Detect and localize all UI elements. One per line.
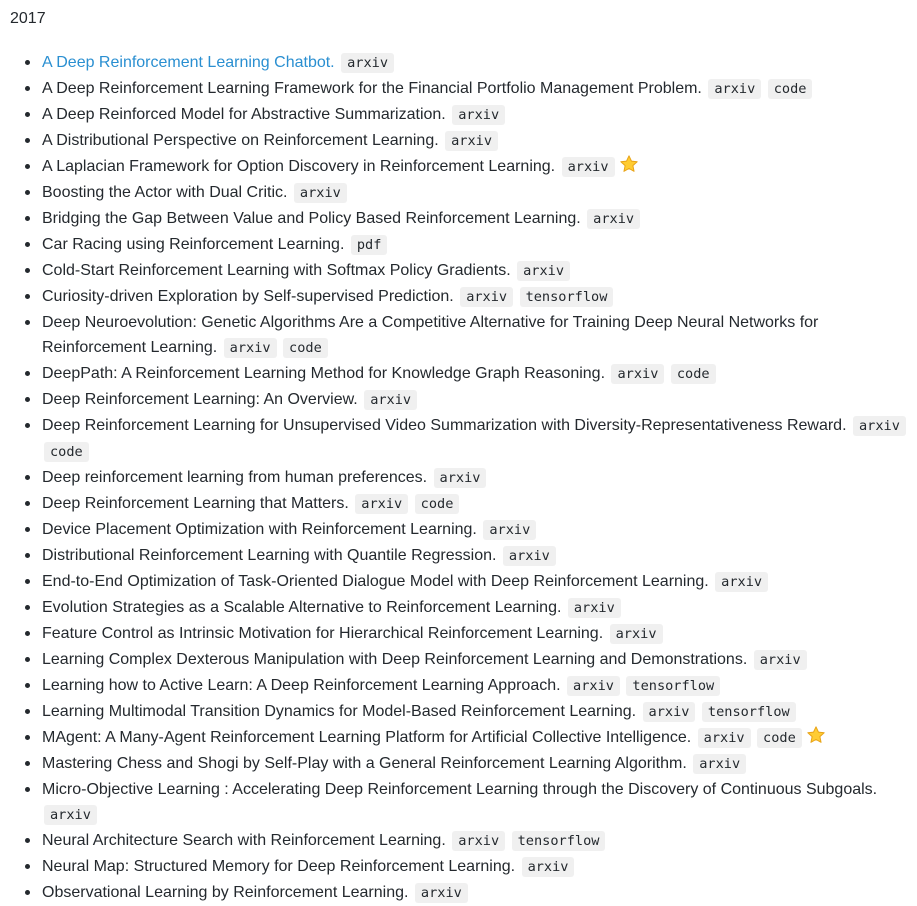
paper-tag-tensorflow-link[interactable]: tensorflow bbox=[702, 702, 796, 722]
paper-tag-tensorflow-link[interactable]: tensorflow bbox=[626, 676, 720, 696]
paper-title: A Deep Reinforcement Learning Framework for the Financial Portfolio Management Problem. bbox=[42, 80, 702, 97]
paper-title: Feature Control as Intrinsic Motivation for Hierarchical Reinforcement Learning. bbox=[42, 625, 604, 642]
paper-list-item bbox=[42, 828, 917, 854]
paper-title: Learning Multimodal Transition Dynamics for Model-Based Reinforcement Learning. bbox=[42, 703, 637, 720]
paper-title: A Laplacian Framework for Option Discovery in Reinforcement Learning. bbox=[42, 158, 556, 175]
paper-tag-code-link[interactable]: code bbox=[415, 494, 460, 514]
paper-tag-code-link[interactable]: code bbox=[768, 79, 813, 99]
year-heading: 2017 bbox=[10, 10, 46, 27]
paper-title: Deep Reinforcement Learning: An Overview. bbox=[42, 391, 358, 408]
paper-list-item bbox=[42, 647, 917, 673]
paper-list-item bbox=[42, 543, 917, 569]
paper-tag-arxiv-link[interactable]: arxiv bbox=[452, 105, 505, 125]
paper-title: Learning Complex Dexterous Manipulation with Deep Reinforcement Learning and Demonstrations. bbox=[42, 651, 748, 668]
paper-tag-arxiv-link[interactable]: arxiv bbox=[610, 624, 663, 644]
paper-list-item bbox=[42, 284, 917, 310]
paper-tag-arxiv-link[interactable]: arxiv bbox=[517, 261, 570, 281]
paper-tag-arxiv-link[interactable]: arxiv bbox=[562, 157, 615, 177]
paper-list-item bbox=[42, 854, 917, 880]
paper-tag-tensorflow-link[interactable]: tensorflow bbox=[520, 287, 614, 307]
paper-list-item bbox=[42, 154, 917, 180]
paper-list-item bbox=[42, 180, 917, 206]
paper-title: End-to-End Optimization of Task-Oriented Dialogue Model with Deep Reinforcement Learning. bbox=[42, 573, 709, 590]
paper-list-item bbox=[42, 413, 917, 465]
paper-tag-arxiv-link[interactable]: arxiv bbox=[715, 572, 768, 592]
paper-title: Mastering Chess and Shogi by Self-Play with a General Reinforcement Learning Algorithm. bbox=[42, 755, 687, 772]
paper-list-item bbox=[42, 102, 917, 128]
paper-tag-arxiv-link[interactable]: arxiv bbox=[708, 79, 761, 99]
paper-list-item bbox=[42, 621, 917, 647]
paper-tag-arxiv-link[interactable]: arxiv bbox=[568, 598, 621, 618]
paper-title: Device Placement Optimization with Reinforcement Learning. bbox=[42, 521, 477, 538]
paper-tag-arxiv-link[interactable]: arxiv bbox=[643, 702, 696, 722]
paper-title: Observational Learning by Reinforcement Learning. bbox=[42, 884, 409, 901]
paper-tag-arxiv-link[interactable]: arxiv bbox=[587, 209, 640, 229]
paper-list-item bbox=[42, 673, 917, 699]
star-icon bbox=[806, 725, 826, 745]
paper-tag-arxiv-link[interactable]: arxiv bbox=[224, 338, 277, 358]
paper-tag-code-link[interactable]: code bbox=[44, 442, 89, 462]
paper-title: Deep Neuroevolution: Genetic Algorithms Are a Competitive Alternative for Training Deep Neural Networks for Reinforcement Learning. bbox=[42, 314, 819, 356]
paper-title: Car Racing using Reinforcement Learning. bbox=[42, 236, 345, 253]
paper-title: Evolution Strategies as a Scalable Alternative to Reinforcement Learning. bbox=[42, 599, 562, 616]
paper-title: Deep reinforcement learning from human preferences. bbox=[42, 469, 428, 486]
paper-title: Micro-Objective Learning : Accelerating Deep Reinforcement Learning through the Discovery of Continuous Subgoals. bbox=[42, 781, 878, 798]
paper-list-item bbox=[42, 751, 917, 777]
paper-tag-arxiv-link[interactable]: arxiv bbox=[698, 728, 751, 748]
paper-list-item bbox=[42, 361, 917, 387]
paper-list-item bbox=[42, 76, 917, 102]
paper-list-item bbox=[42, 880, 917, 906]
paper-title: Boosting the Actor with Dual Critic. bbox=[42, 184, 288, 201]
paper-list-item bbox=[42, 725, 917, 751]
paper-list-item bbox=[42, 777, 917, 828]
paper-title: Cold-Start Reinforcement Learning with Softmax Policy Gradients. bbox=[42, 262, 511, 279]
star-icon bbox=[619, 154, 639, 174]
paper-title: Neural Map: Structured Memory for Deep Reinforcement Learning. bbox=[42, 858, 516, 875]
paper-list-item bbox=[42, 258, 917, 284]
paper-tag-arxiv-link[interactable]: arxiv bbox=[853, 416, 906, 436]
paper-tag-arxiv-link[interactable]: arxiv bbox=[503, 546, 556, 566]
paper-list-item bbox=[42, 517, 917, 543]
paper-tag-arxiv-link[interactable]: arxiv bbox=[483, 520, 536, 540]
paper-title: Deep Reinforcement Learning that Matters. bbox=[42, 495, 349, 512]
paper-list-item bbox=[42, 491, 917, 517]
paper-list-item bbox=[42, 569, 917, 595]
paper-list bbox=[10, 50, 917, 906]
paper-tag-pdf-link[interactable]: pdf bbox=[351, 235, 388, 255]
paper-title: Bridging the Gap Between Value and Policy Based Reinforcement Learning. bbox=[42, 210, 581, 227]
paper-tag-arxiv-link[interactable]: arxiv bbox=[452, 831, 505, 851]
paper-tag-tensorflow-link[interactable]: tensorflow bbox=[512, 831, 606, 851]
paper-tag-arxiv-link[interactable]: arxiv bbox=[522, 857, 575, 877]
paper-tag-arxiv-link[interactable]: arxiv bbox=[434, 468, 487, 488]
paper-title: A Deep Reinforced Model for Abstractive Summarization. bbox=[42, 106, 446, 123]
paper-title: DeepPath: A Reinforcement Learning Method for Knowledge Graph Reasoning. bbox=[42, 365, 606, 382]
paper-tag-arxiv-link[interactable]: arxiv bbox=[364, 390, 417, 410]
paper-tag-arxiv-link[interactable]: arxiv bbox=[567, 676, 620, 696]
paper-tag-arxiv-link[interactable]: arxiv bbox=[445, 131, 498, 151]
paper-list-item bbox=[42, 387, 917, 413]
paper-title-link[interactable]: A Deep Reinforcement Learning Chatbot. bbox=[42, 54, 335, 71]
paper-tag-arxiv-link[interactable]: arxiv bbox=[341, 53, 394, 73]
paper-title: Curiosity-driven Exploration by Self-supervised Prediction. bbox=[42, 288, 454, 305]
paper-tag-code-link[interactable]: code bbox=[757, 728, 802, 748]
paper-tag-code-link[interactable]: code bbox=[671, 364, 716, 384]
paper-list-item bbox=[42, 465, 917, 491]
paper-tag-arxiv-link[interactable]: arxiv bbox=[355, 494, 408, 514]
paper-list-item bbox=[42, 232, 917, 258]
paper-title: Distributional Reinforcement Learning with Quantile Regression. bbox=[42, 547, 497, 564]
paper-list-item bbox=[42, 699, 917, 725]
paper-list-item bbox=[42, 310, 917, 361]
paper-tag-arxiv-link[interactable]: arxiv bbox=[294, 183, 347, 203]
paper-title: A Distributional Perspective on Reinforcement Learning. bbox=[42, 132, 439, 149]
paper-tag-arxiv-link[interactable]: arxiv bbox=[415, 883, 468, 903]
paper-list-item bbox=[42, 206, 917, 232]
paper-title: Deep Reinforcement Learning for Unsupervised Video Summarization with Diversity-Representativeness Reward. bbox=[42, 417, 847, 434]
paper-tag-arxiv-link[interactable]: arxiv bbox=[460, 287, 513, 307]
paper-tag-arxiv-link[interactable]: arxiv bbox=[611, 364, 664, 384]
paper-tag-arxiv-link[interactable]: arxiv bbox=[44, 805, 97, 825]
paper-title: Learning how to Active Learn: A Deep Reinforcement Learning Approach. bbox=[42, 677, 561, 694]
paper-tag-arxiv-link[interactable]: arxiv bbox=[693, 754, 746, 774]
paper-tag-arxiv-link[interactable]: arxiv bbox=[754, 650, 807, 670]
paper-title: Neural Architecture Search with Reinforcement Learning. bbox=[42, 832, 446, 849]
paper-list-item bbox=[42, 595, 917, 621]
paper-tag-code-link[interactable]: code bbox=[283, 338, 328, 358]
paper-title: MAgent: A Many-Agent Reinforcement Learning Platform for Artificial Collective Intelligence. bbox=[42, 729, 692, 746]
paper-list-item bbox=[42, 50, 917, 76]
paper-list-item bbox=[42, 128, 917, 154]
